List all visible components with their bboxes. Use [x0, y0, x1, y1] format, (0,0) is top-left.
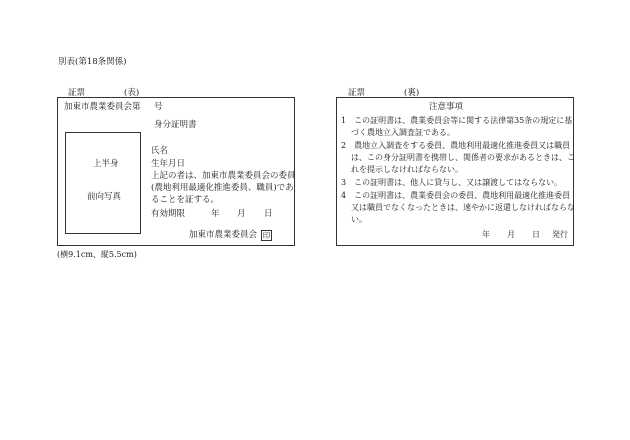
id-card-back: [336, 97, 574, 246]
photo-placeholder: [65, 132, 141, 234]
photo-label-front-facing: 前向写真: [87, 192, 122, 202]
statement-line: 上記の者は、加東市農業委員会の委員: [151, 171, 296, 181]
note-line: は、この身分証明書を携帯し、関係者の要求があるときは、こ: [351, 153, 575, 162]
number-label: 号: [154, 102, 163, 112]
note-line: 4 この証明書は、農業委員会の委員、農地利用最適化推進委員: [341, 191, 571, 200]
note-line: れを提示しなければならない。: [351, 165, 463, 174]
note-line: 1 この証明書は、農業委員会等に関する法律第35条の規定に基: [341, 116, 573, 125]
note-line: い。: [351, 215, 367, 224]
issuer-number-prefix: 加東市農業委員会第: [64, 102, 141, 112]
note-line: 又は職員でなくなったときは、速やかに返還しなければならな: [351, 203, 575, 212]
name-label: 氏名: [151, 146, 169, 156]
front-caption-side: (表): [124, 88, 140, 98]
note-line: 3 この証明書は、他人に貸与し、又は譲渡してはならない。: [341, 178, 563, 187]
certificate-title: 身分証明書: [154, 120, 197, 130]
seal-stamp: 印: [262, 231, 271, 240]
note-line: づく農地立入調査証である。: [351, 128, 455, 137]
validity-label: 有効期限: [151, 209, 186, 219]
back-caption-label: 証票: [348, 88, 366, 98]
validity-day-label: 日: [264, 209, 273, 219]
issue-year-label: 年: [482, 230, 490, 239]
issuer-name: 加東市農業委員会: [189, 230, 258, 240]
validity-month-label: 月: [237, 209, 246, 219]
id-card-front: [57, 97, 295, 246]
validity-year-label: 年: [211, 209, 220, 219]
issue-month-label: 月: [507, 230, 515, 239]
appendix-header: 別表(第18条関係): [58, 57, 127, 67]
statement-line: (農地利用最適化推進委員、職員)であ: [151, 183, 294, 193]
note-line: 2 農地立入調査をする委員、農地利用最適化推進委員又は職員: [341, 141, 571, 150]
statement-line: ることを証する。: [151, 195, 220, 205]
photo-label-upper-body: 上半身: [93, 159, 119, 169]
notes-title: 注意事項: [429, 102, 464, 112]
issue-label: 発行: [552, 230, 568, 239]
back-caption-side: (裏): [404, 88, 420, 98]
issue-day-label: 日: [532, 230, 540, 239]
birthdate-label: 生年月日: [151, 159, 186, 169]
front-caption-label: 証票: [68, 88, 86, 98]
dimensions-note: (横9.1cm、縦5.5cm): [57, 250, 137, 259]
